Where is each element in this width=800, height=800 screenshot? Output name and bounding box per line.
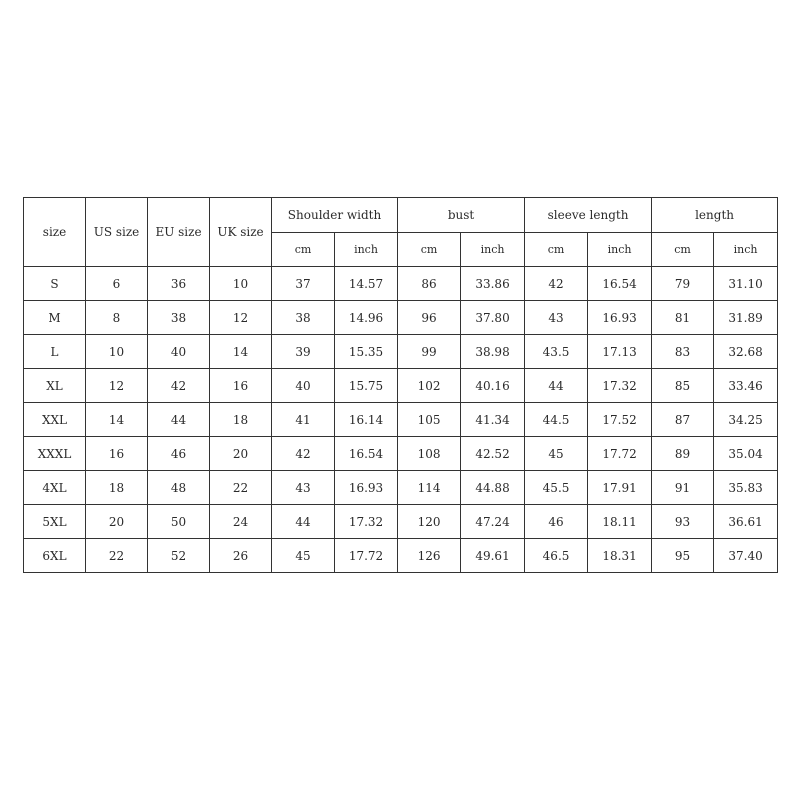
us-size-cell: 10	[86, 335, 148, 369]
shoulder-cm-cell: 37	[272, 267, 335, 301]
size-cell: M	[24, 301, 86, 335]
table-row	[24, 335, 778, 369]
header-row	[24, 198, 778, 233]
shoulder-cm-cell: 44	[272, 505, 335, 539]
size-cell: XXXL	[24, 437, 86, 471]
sleeve-inch-cell: 16.93	[588, 301, 652, 335]
uk-size-cell: 16	[210, 369, 272, 403]
eu-size-cell: 38	[148, 301, 210, 335]
eu-size-cell: 42	[148, 369, 210, 403]
header-uk-size: UK size	[210, 198, 272, 267]
sleeve-inch-cell: 17.52	[588, 403, 652, 437]
bust-cm-cell: 126	[398, 539, 461, 573]
size-chart-table	[23, 197, 778, 573]
size-cell: XL	[24, 369, 86, 403]
us-size-cell: 8	[86, 301, 148, 335]
shoulder-cm-cell: 45	[272, 539, 335, 573]
us-size-cell: 16	[86, 437, 148, 471]
unit-cm: cm	[652, 233, 714, 267]
table-row	[24, 403, 778, 437]
bust-inch-cell: 47.24	[461, 505, 525, 539]
unit-inch: inch	[588, 233, 652, 267]
size-cell: 5XL	[24, 505, 86, 539]
sleeve-cm-cell: 44	[525, 369, 588, 403]
unit-inch: inch	[335, 233, 398, 267]
header-length: length	[652, 198, 778, 233]
shoulder-cm-cell: 43	[272, 471, 335, 505]
eu-size-cell: 48	[148, 471, 210, 505]
shoulder-inch-cell: 16.93	[335, 471, 398, 505]
bust-cm-cell: 96	[398, 301, 461, 335]
length-inch-cell: 35.83	[714, 471, 778, 505]
bust-inch-cell: 40.16	[461, 369, 525, 403]
shoulder-cm-cell: 41	[272, 403, 335, 437]
header-eu-size: EU size	[148, 198, 210, 267]
shoulder-cm-cell: 39	[272, 335, 335, 369]
uk-size-cell: 12	[210, 301, 272, 335]
header-us-size: US size	[86, 198, 148, 267]
shoulder-inch-cell: 17.72	[335, 539, 398, 573]
length-inch-cell: 31.89	[714, 301, 778, 335]
unit-inch: inch	[461, 233, 525, 267]
bust-cm-cell: 108	[398, 437, 461, 471]
shoulder-cm-cell: 40	[272, 369, 335, 403]
sleeve-inch-cell: 17.91	[588, 471, 652, 505]
uk-size-cell: 26	[210, 539, 272, 573]
sleeve-inch-cell: 18.11	[588, 505, 652, 539]
length-cm-cell: 79	[652, 267, 714, 301]
length-cm-cell: 93	[652, 505, 714, 539]
bust-inch-cell: 33.86	[461, 267, 525, 301]
uk-size-cell: 10	[210, 267, 272, 301]
table-row	[24, 437, 778, 471]
sleeve-cm-cell: 45	[525, 437, 588, 471]
shoulder-inch-cell: 14.57	[335, 267, 398, 301]
bust-inch-cell: 41.34	[461, 403, 525, 437]
table-row	[24, 301, 778, 335]
us-size-cell: 22	[86, 539, 148, 573]
unit-cm: cm	[398, 233, 461, 267]
size-cell: 6XL	[24, 539, 86, 573]
length-cm-cell: 89	[652, 437, 714, 471]
us-size-cell: 12	[86, 369, 148, 403]
shoulder-inch-cell: 17.32	[335, 505, 398, 539]
sleeve-cm-cell: 45.5	[525, 471, 588, 505]
length-cm-cell: 83	[652, 335, 714, 369]
size-cell: 4XL	[24, 471, 86, 505]
us-size-cell: 6	[86, 267, 148, 301]
shoulder-inch-cell: 16.54	[335, 437, 398, 471]
sleeve-cm-cell: 43	[525, 301, 588, 335]
length-cm-cell: 81	[652, 301, 714, 335]
sleeve-cm-cell: 46	[525, 505, 588, 539]
bust-cm-cell: 120	[398, 505, 461, 539]
bust-inch-cell: 37.80	[461, 301, 525, 335]
size-cell: L	[24, 335, 86, 369]
table-row	[24, 267, 778, 301]
shoulder-inch-cell: 15.75	[335, 369, 398, 403]
uk-size-cell: 18	[210, 403, 272, 437]
length-cm-cell: 95	[652, 539, 714, 573]
eu-size-cell: 52	[148, 539, 210, 573]
bust-inch-cell: 38.98	[461, 335, 525, 369]
unit-inch: inch	[714, 233, 778, 267]
sleeve-inch-cell: 17.72	[588, 437, 652, 471]
length-cm-cell: 91	[652, 471, 714, 505]
uk-size-cell: 14	[210, 335, 272, 369]
uk-size-cell: 24	[210, 505, 272, 539]
unit-cm: cm	[272, 233, 335, 267]
bust-cm-cell: 105	[398, 403, 461, 437]
bust-cm-cell: 86	[398, 267, 461, 301]
shoulder-cm-cell: 42	[272, 437, 335, 471]
length-inch-cell: 31.10	[714, 267, 778, 301]
eu-size-cell: 36	[148, 267, 210, 301]
length-inch-cell: 35.04	[714, 437, 778, 471]
bust-inch-cell: 42.52	[461, 437, 525, 471]
sleeve-inch-cell: 17.32	[588, 369, 652, 403]
shoulder-inch-cell: 14.96	[335, 301, 398, 335]
table-row	[24, 539, 778, 573]
header-sleeve-length: sleeve length	[525, 198, 652, 233]
bust-cm-cell: 102	[398, 369, 461, 403]
length-inch-cell: 37.40	[714, 539, 778, 573]
sleeve-inch-cell: 17.13	[588, 335, 652, 369]
sleeve-cm-cell: 42	[525, 267, 588, 301]
length-inch-cell: 34.25	[714, 403, 778, 437]
eu-size-cell: 46	[148, 437, 210, 471]
length-inch-cell: 32.68	[714, 335, 778, 369]
sleeve-inch-cell: 18.31	[588, 539, 652, 573]
table-row	[24, 471, 778, 505]
length-inch-cell: 36.61	[714, 505, 778, 539]
sleeve-cm-cell: 46.5	[525, 539, 588, 573]
header-shoulder-width: Shoulder width	[272, 198, 398, 233]
table-row	[24, 505, 778, 539]
size-cell: XXL	[24, 403, 86, 437]
length-inch-cell: 33.46	[714, 369, 778, 403]
table-row	[24, 369, 778, 403]
us-size-cell: 14	[86, 403, 148, 437]
uk-size-cell: 22	[210, 471, 272, 505]
us-size-cell: 20	[86, 505, 148, 539]
length-cm-cell: 87	[652, 403, 714, 437]
header-bust: bust	[398, 198, 525, 233]
uk-size-cell: 20	[210, 437, 272, 471]
shoulder-inch-cell: 16.14	[335, 403, 398, 437]
header-size: size	[24, 198, 86, 267]
bust-cm-cell: 114	[398, 471, 461, 505]
shoulder-inch-cell: 15.35	[335, 335, 398, 369]
us-size-cell: 18	[86, 471, 148, 505]
shoulder-cm-cell: 38	[272, 301, 335, 335]
eu-size-cell: 50	[148, 505, 210, 539]
length-cm-cell: 85	[652, 369, 714, 403]
size-cell: S	[24, 267, 86, 301]
sleeve-cm-cell: 44.5	[525, 403, 588, 437]
bust-cm-cell: 99	[398, 335, 461, 369]
bust-inch-cell: 44.88	[461, 471, 525, 505]
eu-size-cell: 44	[148, 403, 210, 437]
eu-size-cell: 40	[148, 335, 210, 369]
bust-inch-cell: 49.61	[461, 539, 525, 573]
sleeve-cm-cell: 43.5	[525, 335, 588, 369]
unit-cm: cm	[525, 233, 588, 267]
sleeve-inch-cell: 16.54	[588, 267, 652, 301]
